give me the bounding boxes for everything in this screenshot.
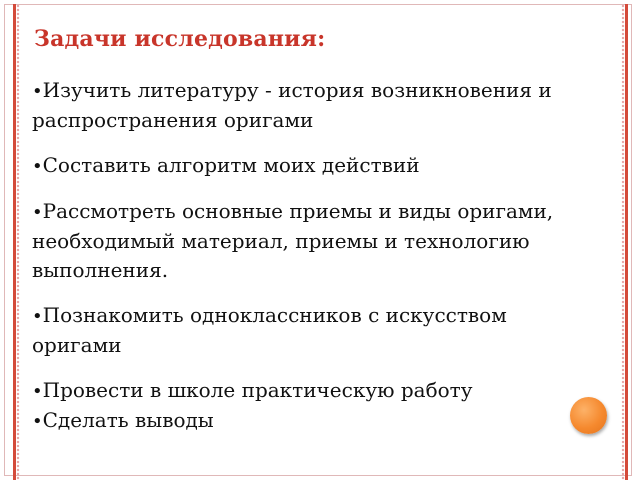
list-item-text: Провести в школе практическую работу [42,378,473,402]
bullet-icon: • [32,156,43,177]
list-item-text: Сделать выводы [42,408,214,432]
orange-circle-icon [570,397,607,434]
list-item [32,376,597,406]
bullet-icon: • [32,411,43,432]
list-item [32,406,597,436]
bullet-icon: • [32,202,43,223]
task-list [32,76,597,436]
right-border-dots [621,4,625,480]
list-item-text: Изучить литературу - история возникновения и распространения оригами [32,78,552,132]
list-item-text: Рассмотреть основные приемы и виды оригами, необходимый материал, приемы и технологию выполнения. [32,199,554,282]
list-item-text: Составить алгоритм моих действий [42,153,420,177]
bullet-icon: • [32,381,43,402]
list-item [32,151,597,181]
list-item [32,301,597,360]
right-border-stripe [625,4,628,480]
list-item-text: Познакомить одноклассников с искусством оригами [32,303,507,357]
bullet-icon: • [32,306,43,327]
bullet-icon: • [32,81,43,102]
list-item [32,197,597,285]
slide-title: Задачи исследования: [34,26,326,52]
list-item [32,76,597,135]
left-border-dots [16,4,20,480]
